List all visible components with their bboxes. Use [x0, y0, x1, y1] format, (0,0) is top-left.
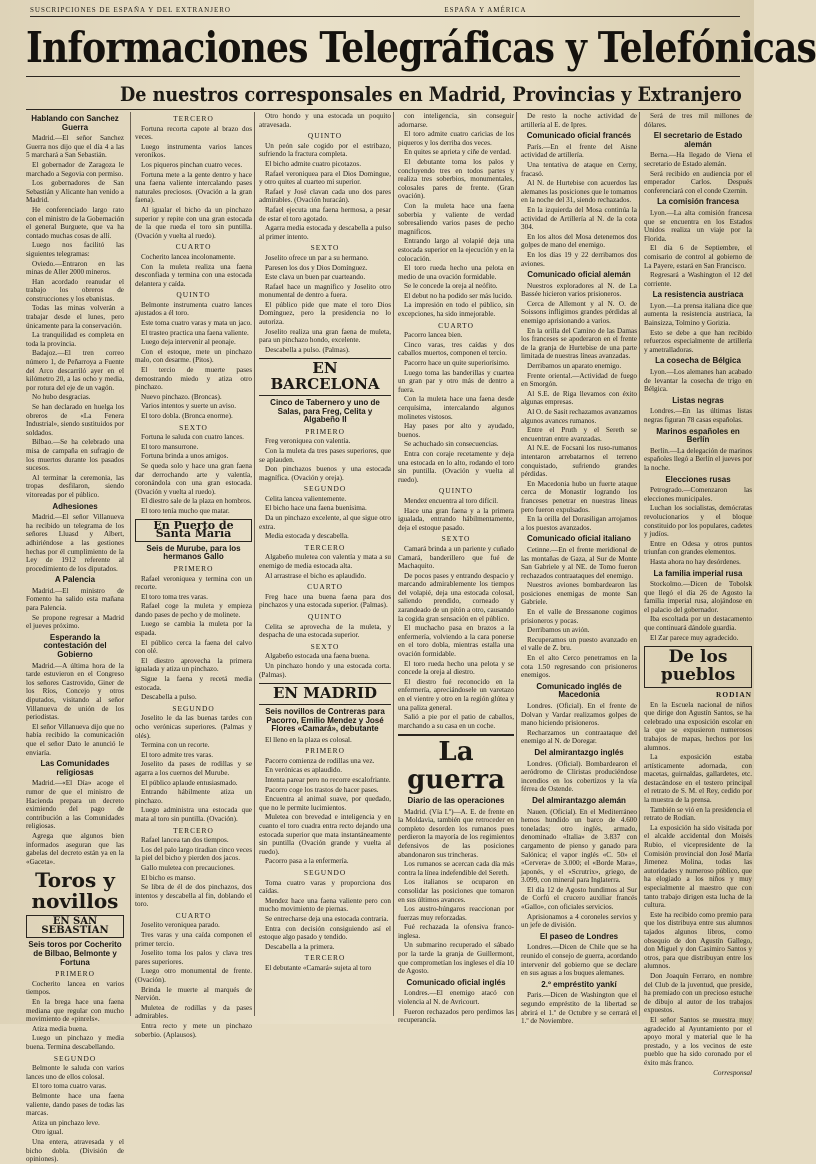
paragraph: Se entrecharse deja una estocada contraria. [265, 914, 389, 923]
paragraph: Recharzamos un contraataque del enemigo al N. de Doregar. [521, 728, 637, 746]
paragraph: Petrogrado.—Comenzaron las elecciones municipales. [644, 486, 752, 503]
top-bar-center: ESPAÑA Y AMÉRICA [444, 6, 527, 14]
paragraph: El diestro sale de la plaza en hombros. [141, 497, 252, 506]
paragraph: Al S.E. de Riga llevamos con éxito algunas empresas. [521, 389, 637, 407]
paragraph: Madrid.—A última hora de la tarde estuvieron en el Congreso los señores Castrovido, Giner de los Ríos, Concejo y otros diputados, visitando al señor Villanueva de unión de los periodistas. [26, 661, 124, 722]
article-heading: Seis toros por Cocherito de Bilbao, Belmonte y Fortuna [28, 940, 122, 967]
subheading: CUARTO [175, 910, 212, 920]
paragraph: Intenta parear pero no recorre escalofriante. [265, 776, 391, 785]
paragraph: El toro toma tres varas. [141, 592, 208, 601]
paragraph: El diestro fué reconocido en la enfermería, apreciándosele un varetazo en el vientre y otro en la región glútea y una paliza general. [398, 677, 514, 712]
paragraph: Se propone regresar a Madrid el jueves próximo. [26, 613, 124, 631]
paragraph: Joselito toma los palos y clava tres pares superiores. [135, 949, 252, 966]
paragraph: Mendez hace una faena valiente pero con mucho movimiento de piernas. [259, 896, 391, 914]
subheading: PRIMERO [305, 426, 345, 436]
paragraph: Un pinchazo hondo y una estocada corta. (Palmas). [259, 661, 391, 679]
paragraph: El público cerca la faena del calvo con olé. [135, 638, 252, 656]
paragraph: Con la muleta hace una faena desde cerquísima, intercalando algunos molinetes vistosos. [398, 395, 514, 421]
paragraph: Entra con coraje recetamente y deja una estocada en lo alto, rodando el toro sin puntilla. (Ovación y vuelta al ruedo). [398, 449, 514, 484]
paragraph: Otro igual. [32, 1128, 64, 1137]
paragraph: El debutante toma los palos y concluyendo tres en todos partes y realiza tres soberbios, monumentales, colosales pares de frente. (Gran ovación). [398, 157, 514, 201]
paragraph: Pacorro pasa a la enfermería. [265, 857, 349, 866]
column-4 [393, 112, 518, 1025]
paragraph: Rafael y José clavan cada uno dos pares admirables. (Ovación huracán). [259, 187, 391, 205]
paragraph: Rafael veroniquea para el Dios Domingue, y otro quites al cuarteo mi superior. [259, 169, 391, 187]
paragraph: Derribamos un avión. [527, 626, 590, 635]
paragraph: Madrid. (Vía I.º)—A. E. de frente en la Moldavia, también que retroceder en completo desorden los rumanos pues perdieron la mayoría de los regimientos defensivos de las posiciones abandonaron sus trincheras. [398, 807, 514, 859]
page-subtitle: De nuestros corresponsales en Madrid, Provincias y Extranjero [120, 82, 742, 106]
paragraph: Media estocada y descabella. [265, 532, 349, 541]
paragraph: Pacorro hace un quite superiorísimo. [404, 359, 510, 368]
article-heading: Seis de Murube, para los hermanos Gallo [146, 543, 241, 562]
paragraph: Todas las minas volverán a trabajar desde el lunes, pero únicamente para la conservación. [26, 304, 124, 330]
page-title: Informaciones Telegráficas y Telefónicas [26, 23, 816, 72]
paragraph: Freg veroniquea con valentía. [265, 437, 351, 446]
paragraph: Algabeño muletea con valentía y mata a su enemigo de media estocada alta. [259, 553, 391, 571]
paragraph: Nuestros aviones bombardearon las posiciones enemigas de monte San Gabriele. [521, 581, 637, 607]
paragraph: Al N. de Hurtebise con acuerdos las alemanes las posiciones que le tomamos en la noche del 31, siendo rechazados. [521, 179, 637, 205]
paragraph: Rafael veroniquea y termina con un recorte. [135, 574, 252, 592]
column-3 [254, 112, 395, 1016]
article-heading: Diario de las operaciones [407, 795, 505, 805]
paragraph: He conferenciado largo rato con el ministro de la Gobernación el general Burguete, que va ha contado muchas cosas de allí. [26, 205, 124, 240]
title-rule [26, 76, 740, 77]
subheading: QUINTO [307, 612, 343, 621]
paragraph: Joselito ofrece un par a su hermano. [265, 253, 369, 262]
paragraph: El lleno en la plaza es colosal. [265, 735, 352, 744]
article-heading: Marinos españoles en Berlín [656, 426, 740, 445]
paragraph: Berlín.—La delegación de marinos españoles llegó a Berlín el jueves por la noche. [644, 446, 752, 472]
paragraph: Descabella a la primera. [265, 942, 335, 951]
paragraph: El público pide que mate el toro Dios Domínguez, pero la presidencia no lo autoriza. [259, 300, 391, 327]
paragraph: Luchan los socialistas, demócratas revolucionarios y el bloque constituido por los populares, cadetes y judíos. [644, 504, 752, 539]
paragraph: Con la muleta da tres pases superiores, que se aplauden. [259, 446, 391, 464]
paragraph: Una tentativa de ataque en Cerny, fracasó. [521, 160, 637, 178]
article-heading: La comisión francesa [657, 197, 739, 207]
section-heading-madrid: EN MADRID [259, 683, 391, 705]
paragraph: Luego instrumenta varios lances veroníkos. [135, 142, 252, 160]
paragraph: En Macedonia hubo un fuerte ataque cerca de Monastir logrando los franceses penetrar en nuestras líneas pero fueron expulsados. [521, 479, 637, 514]
paragraph: El día 12 de Agosto hundimos al Sur de Corfú el crucero auxiliar francés «Gallo», con oficiales servicios. [521, 885, 637, 912]
article-heading: La familia imperial rusa [653, 568, 743, 578]
paragraph: Esto se debe a que han recibido refuerzos especialmente de artillería y ametralladoras. [644, 328, 752, 354]
paragraph: El señor Villanueva dijo que no había recibido la comunicación que el señor Dato le anunció le enviaría. [26, 722, 124, 757]
paragraph: Al igualar el bicho da un pinchazo superior y repite con una gran estocada de la que rueda el toro sin puntilla. (Ovación y vuelta al ruedo). [135, 205, 252, 240]
paragraph: La exposición estaba artísticamente adornada, con macetas, guirnaldas, gallardetes, etc. destacándose en el testero principal el retrato de S. M. el Rey, cedido por la muestra de la prensa. [644, 753, 752, 805]
paragraph: El gobernador de Zaragoza le marchado a Segovia con permiso. [26, 160, 124, 178]
paragraph: Celita lancea valientemente. [265, 494, 347, 503]
article-heading: Cinco de Tabernero y uno de Salas, para Freg, Celita y Algabeño II [270, 397, 380, 425]
paragraph: El toro rueda hecho una pelota y se concede la oreja al diestro. [398, 659, 514, 677]
paragraph: Fortuna brinda a unos amigos. [141, 452, 229, 461]
paragraph: Berna.—Ha llegado de Viena el secretario de Estado alemán. [644, 151, 752, 168]
article-heading: Comunicado oficial francés [526, 131, 632, 141]
paragraph: Sigue la faena y recetá media estocada. [135, 675, 252, 692]
paragraph: Al N.E. de Focsani los ruso-rumanos intentaron arrebatarnos el terreno conquistado, sufriendo grandes pérdidas. [521, 444, 637, 479]
boxed-heading: EN SAN SEBASTIAN [26, 915, 124, 938]
paragraph: Badajoz.—El tren correo número 1, de Peñarroya a Fuente del Arco descarriló ayer en el kilómetro 20, a las ocho y media, por rotura del eje de un vagón. [26, 349, 124, 392]
subheading: CUARTO [438, 320, 474, 330]
paragraph: Tres varas y una caída componen el primer tercio. [135, 931, 252, 948]
paragraph: Salió a pie por el patio de caballos, marchando a su casa en un coche. [398, 713, 514, 730]
paragraph: Se libra de él de dos pinchazos, dos intentos y descabella al fin, doblando el toro. [135, 883, 252, 909]
paragraph: Nauen. (Oficial). En el Mediterráneo hemos hundido un barco de 4.600 toneladas; otro inglés, armado, denominado «Italia» de 3.837 con cargamento de pienso y ganado para Salónica; el vapor inglés «C. 50» el «Cervera» de 3.000; el «Borde Mara», japonés, y el «Scrutrix», griego, de 3.099, con mineral para Inglaterra. [521, 807, 637, 885]
paragraph: Cinco varas, tres caídas y dos caballos muertos, componen el tercio. [398, 340, 514, 358]
paragraph: Brinda le muerte al marqués de Nervión. [135, 985, 252, 1003]
paragraph: Agrega que algunos bien informados aseguran que las gabelas del decreto están ya en la «Gaceta». [26, 831, 124, 866]
paragraph: Toma cuatro varas y proporciona dos caídas. [259, 878, 391, 896]
paragraph: El toro admite cuatro caricias de los piqueros y los derriba dos veces. [398, 130, 514, 147]
column-5 [516, 112, 641, 1026]
subheading: PRIMERO [305, 746, 345, 756]
paragraph: Entre el Pruth y el Sereth se encuentran entre avanzadas. [521, 426, 637, 443]
paragraph: Muletea de rodillas y da pases admirables. [135, 1003, 252, 1021]
subheading: TERCERO [304, 542, 346, 552]
article-heading: Seis novillos de Contreras para Pacorro, Emilio Mendez y José Flores «Camará», debutante [265, 706, 385, 734]
paragraph: Mendez encuentra al toro difícil. [404, 496, 498, 505]
paragraph: El toro rueda hecho una pelota en medio de una ovación formidable. [398, 264, 514, 281]
paragraph: La exposición ha sido visitada por el alcalde accidental don Moisés Rubio, el vicepresidente de la Comisión provincial don José María Jimenez Molina, todas las autoridades y numeroso público, que ha elogiado a los niños y muy especialmente al maestro que con tanto trabajo dirigen esta lucha de la cultura. [644, 823, 752, 910]
paragraph: Belmonte hace una faena valiente, dando pases de todas las marcas. [26, 1091, 124, 1118]
paragraph: Londres.—En las últimas listas negras figuran 78 casas españolas. [644, 407, 752, 424]
paragraph: También se vió en la presidencia el retrato de Rodían. [644, 805, 752, 823]
paragraph: Descabella a pulso. [141, 693, 197, 702]
paragraph: Lyon.—La alta comisión francesa que se encuentra en los Estados Unidos realiza un viaje por la Florida. [644, 208, 752, 243]
paragraph: Pacorro coge los trastos de hacer pases. [265, 785, 379, 794]
paragraph: Gallo muletea con precauciones. [141, 863, 235, 872]
paragraph: París.—En el frente del Aisne actividad de artillería. [521, 142, 637, 160]
paragraph: Varios intentos y suerte un aviso. [141, 402, 237, 411]
paragraph: Iba escoltada por un destacamento que continuará dándole guardia. [644, 615, 752, 633]
paragraph: No hubo desgracias. [32, 393, 91, 402]
paragraph: Pacorro comienza de rodillas una vez. [265, 756, 375, 765]
paragraph: Londres. (Oficial). En el frente de Dolvan y Vardar realizamos golpes de mano hiciendo prisioneros. [521, 702, 637, 728]
paragraph: El señor Santos se muestra muy agradecido al Ayuntamiento por el apoyo moral y material que le ha prestado, y a los vecinos de este pueblo que ha sido coronado por el éxito más franco. [644, 1015, 752, 1067]
paragraph: Joselito le da las buenas tardes con ocho verónicas superiores. (Palmas y olés). [135, 714, 252, 740]
paragraph: Madrid.—El señor Sanchez Guerra nos dijo que el día 4 a las 5 marchará a San Sebastián. [26, 134, 124, 160]
subheading: SEXTO [310, 641, 340, 651]
paragraph: Se han declarado en huelga los obreros de «La Fenera Industrial», siendo sustituidos por soldados. [26, 403, 124, 437]
article-heading: La resistencia austriaca [652, 290, 744, 300]
paragraph: En la Escuela nacional de niños que dirige don Agustín Santos, se ha celebrado una exposición escolar en la que se expusieron numerosos trabajos de mapas, hechos por los alumnos. [644, 700, 752, 752]
paragraph: Fortuna recorta capote al brazo dos veces. [135, 124, 252, 142]
paragraph: El bicho admite cuatro picotazos. [265, 159, 361, 168]
paragraph: Da un pinchazo excelente, al que sigue otro extra. [259, 514, 391, 531]
paragraph: Entra con decisión consiguiendo así el estoque algo pasado y tendido. [259, 924, 391, 942]
subheading: TERCERO [173, 114, 214, 123]
paragraph: Muletea con brevedad e inteligencia y en cuanto el toro cuadra entra recto dejando una estocada superior que mata instantáneamente sin puntilla (Ovación grande y vuelta al ruedo). [259, 813, 391, 856]
paragraph: Don pinchazos buenos y una estocada magnífica. (Ovación y oreja). [259, 465, 391, 482]
paragraph: Luego toma las banderillas y cuartea un gran par y otro más de dentro a fuera. [398, 368, 514, 394]
paragraph: Han acordado reanudar el trabajo los obreros de construcciones y los ebanistas. [26, 277, 124, 303]
paragraph: Los del palo largo tiradian cinco veces la piel del bicho y pierden dos jacos. [135, 845, 252, 863]
paragraph: Luego deja intervenir al peonaje. [141, 338, 236, 347]
paragraph: Al O. de Sasit rechazamos avanzamos algunos avances rumanos. [521, 408, 637, 425]
paragraph: Nuestros exploradores al N. de La Bassée hicieron varios prisioneros. [521, 281, 637, 299]
paragraph: El toro mansurrone. [141, 442, 199, 451]
paragraph: Madrid.—El ministro de Fomento ha salido esta mañana para Palencia. [26, 586, 124, 613]
subheading: CUARTO [307, 582, 343, 592]
correspondent-signature: Corresponsal [713, 1069, 752, 1078]
article-heading: Comunicado oficial italiano [526, 534, 631, 544]
paragraph: Luego administra una estocada que mata al toro sin puntilla. (Ovación). [135, 806, 252, 823]
article-heading: El paseo de Londres [539, 931, 619, 941]
paragraph: Los gobernadores de San Sebastián y Alicante han venido a Madrid. [26, 179, 124, 205]
subheading: SEGUNDO [172, 703, 215, 713]
article-heading: Hablando con Sanchez Guerra [31, 114, 119, 132]
article-heading: Esperando la contestación del Gobierno [43, 632, 107, 660]
paragraph: Hace una gran faena y a la primera igualada, entrando hábilmentamente, deja el estoque pasado. [398, 506, 514, 532]
paragraph: Al terminar la ceremonia, las tropas desfilaron, siendo vitoreadas por el público. [26, 473, 124, 499]
paragraph: Termina con un recorte. [141, 741, 210, 750]
top-bar-left: SUSCRIPCIONES DE ESPAÑA Y DEL EXTRANJERO [30, 6, 231, 14]
paragraph: Rafael coge la muleta y empieza dando pases de pecho y de molinete. [135, 602, 252, 619]
paragraph: Hay pases por alto y ayudado, buenos. [398, 422, 514, 439]
paragraph: Cocherito lancea incolonamente. [141, 252, 236, 261]
paragraph: El toro admite tres varas. [141, 750, 214, 759]
subheading: TERCERO [304, 953, 346, 963]
paragraph: Se le concede la oreja al neófito. [404, 282, 498, 291]
top-bar [30, 4, 740, 17]
paragraph: El bicho es manso. [141, 873, 196, 882]
subheading: SEGUNDO [303, 484, 347, 494]
paragraph: El tercio de muerte pases demostrando miedo y atiza otro pinchazo. [135, 366, 252, 392]
article-heading: Elecciones rusas [665, 474, 731, 484]
subheading: SEGUNDO [53, 1053, 97, 1063]
paragraph: Lyon.—La prensa italiana dice que aumenta la resistencia austriaca, la Bainsizza, Tolmino y Gorizia. [644, 301, 752, 328]
paragraph: Luego otro monumental de frente. (Ovación). [135, 967, 252, 985]
paragraph: Rafael lancea tan dos tiempos. [141, 836, 229, 845]
paragraph: La tranquilidad es completa en toda la provincia. [26, 331, 124, 348]
paragraph: Con la muleta realiza una faena desconfiada y termina con una estocada delantera y caída. [135, 262, 252, 288]
paragraph: Belmonte instrumenta cuatro lances ajustados a él toro. [135, 300, 252, 318]
article-heading: Comunicado oficial inglés [406, 977, 506, 987]
paragraph: Los austro-húngaros reaccionan por fuerzas muy reforzadas. [398, 905, 514, 922]
subheading: PRIMERO [173, 563, 214, 573]
paragraph: Londres.—El enemigo atacó con violencia al N. de Avricourt. [398, 989, 514, 1007]
subheading: SEXTO [310, 243, 340, 253]
paragraph: Frente oriental.—Actividad de fuego en Smorgón. [521, 371, 637, 389]
paragraph: Atiza media buena. [32, 1024, 88, 1033]
paragraph: Los piqueros pinchan cuatro veces. [141, 160, 243, 169]
paragraph: Joselito veroniquea parado. [141, 921, 220, 930]
paragraph: Pacorro lancea bien. [404, 331, 463, 340]
paragraph: Cerca de Allemont y al N. O. de Soissons infligimos grandes pérdidas al enemigo aprisionando a varios. [521, 299, 637, 326]
paragraph: Derribamos un aparato enemigo. [527, 362, 622, 371]
paragraph: Celita se aprovecha de la muleta, y despacha de una estocada superior. [259, 622, 391, 640]
paragraph: Recuperamos un puesto avanzado en el valle de Z. bru. [521, 635, 637, 653]
paragraph: Se achuchado sin consecuencias. [404, 440, 499, 449]
column-1 [26, 112, 128, 1164]
paragraph: Con la muleta hace una faena soberbia y valiente de verdad sobresaliendo varios pases de pecho magnificos. [398, 201, 514, 236]
subheading: PRIMERO [55, 969, 95, 979]
paragraph: Entrando hábilmente atiza un pinchazo. [135, 788, 252, 805]
paragraph: Una entera, atravesada y el bicho dobla. (División de opiniones). [26, 1137, 124, 1164]
paragraph: Joselito realiza una gran faena de muleta, para un pinchazo hondo, excelente. [259, 327, 391, 345]
paragraph: Agarra media estocada y descabella a pulso al primer intento. [259, 224, 391, 241]
paragraph: Londres.—Dicen de Chile que se ha reunido el consejo de guerra, acordando intervenir del gobierno que se declare en sus aguas a los buques alemanes. [521, 943, 637, 978]
paragraph: Rafael hace un magnífico y Joselito otro monumental de dentro a fuera. [259, 282, 391, 300]
paragraph: Fueron rechazados pero perdimos las recuperancía. [398, 1007, 514, 1025]
paragraph: Fortuna le saluda con cuatro lances. [141, 433, 244, 442]
paragraph: Oviedo.—Entraron en las minas de Aller 2000 mineros. [26, 259, 124, 277]
paragraph: Regresará a Washington el 12 del corriente. [644, 271, 752, 288]
paragraph: Entrando largo al volapié deja una estocada superior en la ejecución y en la colocación. [398, 237, 514, 263]
paragraph: El toro dobla. (Bronca enorme). [141, 412, 233, 420]
paragraph: Un peón sale cogido por el estribazo, sufriendo la fractura completa. [259, 141, 391, 159]
paragraph: Un submarino recuperado el sábado por la tarde la granja de Guillermont, que comprometían los ingleses el día 10 de Agosto. [398, 941, 514, 976]
paragraph: Lyon.—Los alemanes han acabado de levantar la cosecha de trigo en Bélgica. [644, 368, 752, 394]
article-heading: Del almirantazgo inglés [534, 747, 624, 757]
article-heading: 2.º empréstito yankí [541, 979, 617, 989]
paragraph: Descabella a pulso. (Palmas). [265, 345, 350, 354]
paragraph: Luego se cambia la muleta por la espada. [135, 620, 252, 638]
paragraph: Será de tres mil millones de dólares. [644, 112, 752, 129]
paragraph: Luego nos facilitó las siguientes telegramas: [26, 241, 124, 258]
article-heading: El secretario de Estado alemán [653, 131, 743, 149]
paragraph: Madrid.—El señor Villanueva ha recibido un telegrama de los señores Lluasd y Albert, adhiriéndose a las gestiones hechas por él cumplimiento de la Ley de 1912 referente al procedimiento de los diputados. [26, 513, 124, 573]
paragraph: Fortuna mete a la gente dentro y hace una faena valiente intercalando pases naturales preciosos. (Ovación a la gran faena). [135, 170, 252, 205]
subheading: SEXTO [441, 534, 471, 544]
subheading: QUINTO [307, 131, 343, 141]
paragraph: Atiza un pinchazo leve. [32, 1118, 100, 1127]
paragraph: Luego un pinchazo y media buena. Termina descabellando. [26, 1034, 124, 1051]
paragraph: De resto la noche actividad de artillería al E. de Ipres. [521, 112, 637, 129]
paragraph: Entra recto y mete un pinchazo soberbio. (Aplausos). [135, 1022, 252, 1039]
paragraph: Rafael ejecuta una faena hermosa, a pesar de estar el toro agotado. [259, 205, 391, 223]
section-heading-guerra: La guerra [398, 734, 514, 794]
subheading: SEGUNDO [303, 868, 347, 877]
paragraph: Los italianos se ocuparon en consolidar las posiciones que tomaron en sus últimos avances. [398, 878, 514, 904]
paragraph: En el valle de Bressanone cogimos prisioneros y pocas. [521, 608, 637, 625]
paragraph: El muchacho pasa en brazos a la enfermería, volviendo a la cara ponerse en el toro dobla, mientras estalla una ovación formidable. [398, 624, 514, 659]
paragraph: con inteligencia, sin conseguir adornarse. [398, 112, 514, 129]
paragraph: Aprisionamos a 4 coroneles servios y un jefe de división. [521, 912, 637, 930]
subheading: RODIAN [716, 689, 752, 699]
subtitle-rule [26, 109, 740, 110]
column-2 [130, 112, 256, 1039]
paragraph: El toro tenía mucho que matar. [141, 506, 230, 515]
article-heading: La cosecha de Bélgica [655, 356, 741, 366]
article-heading: Adhesiones [52, 501, 98, 511]
paragraph: De pocos pases y entrando despacio y marcando admirablemente los tiempos del volapié, deja una estocada colosal, saliendo prendido, corneado y zarandeado de un pitón a otro, causando la cogida gran sensación en el público. [398, 571, 514, 623]
article-heading: Comunicado inglés de Macedonia [536, 681, 622, 700]
paragraph: El trasteo practica una faena valiente. [141, 328, 249, 337]
paragraph: Se queda solo y hace una gran faena dar derrochando arte y valentía, coronándola con una gran estocada. (Ovación y vuelta al ruedo). [135, 461, 252, 496]
subheading: QUINTO [176, 290, 211, 300]
boxed-heading: En Puerto de Santa María [135, 519, 252, 542]
paragraph: En los días 19 y 22 derribamos dos aviones. [521, 250, 637, 268]
article-heading: Las Comunidades religiosas [40, 759, 110, 777]
article-heading: Comunicado oficial alemán [527, 270, 631, 280]
paragraph: Freg hace una buena faena para dos pinchazos y una estocada superior. (Palmas). [259, 592, 391, 610]
paragraph: Cetinne.—En el frente meridional de las montañas de Gaza, al Sur de Monte San Gabriele y al NE. de Tomo fueron rechazados contraataques del enemigo. [521, 545, 637, 580]
paragraph: El bicho hace una faena buenísima. [265, 504, 367, 513]
section-heading-toros: Toros y novillos [31, 868, 119, 914]
paragraph: En verónicas es aplaudido. [265, 766, 343, 775]
paragraph: Cocherito lancea en varios tiempos. [26, 979, 124, 997]
paragraph: Hasta ahora no hay desórdenes. [650, 557, 741, 566]
subheading: TERCERO [173, 825, 214, 835]
paragraph: Bilbao.—Se ha celebrado una misa de campaña en sufragio de los muertos durante los pasados sucesos. [26, 438, 124, 473]
paragraph: En la izquierda del Mosa continúa la actividad de Artillería al N. de la cota 304. [521, 205, 637, 232]
paragraph: El Zar parece muy agradecido. [650, 633, 739, 642]
paragraph: Algabeño estocada una faena buena. [265, 652, 370, 661]
paragraph: En la orilla del Camino de las Damas los franceses se apoderaron en el frente de la granja de Hurtebise de una parte limitada de nuestras líneas avanzadas. [521, 326, 637, 361]
subheading: SEXTO [179, 422, 208, 432]
paragraph: Con el estoque, mete un pinchazo malo, con desarme. (Pitos). [135, 347, 252, 365]
section-heading-pueblos: De los pueblos [644, 646, 752, 688]
paragraph: Don Joaquín Ferraro, en nombre del Club de la juventud, que preside, ha premiado con un precioso estuche de dibujo al autor de los trabajos expuestos. [644, 971, 752, 1015]
paragraph: Este clava un buen par cuarteando. [265, 273, 366, 282]
paragraph: El público aplaude entusiasmado. [141, 778, 238, 787]
paragraph: Encuentra al animal suave, por quedado, que no le permite lucimientos. [259, 795, 391, 812]
paragraph: En la orilla del Dorasiligan arrojamos a los puestos avanzados. [521, 515, 637, 532]
paragraph: Camará brinda a un pariente y cuñado Camará, banderillero que fué de Machaquito. [398, 544, 514, 571]
paragraph: Nuevo pinchazo. (Broncas). [141, 392, 222, 401]
section-heading-barcelona: EN BARCELONA [259, 358, 391, 396]
paragraph: Los rumanos se acercan cada día más contra la línea indefendible del Sereth. [398, 860, 514, 877]
paragraph: En la brega hace una faena mediana que regular con mucho movimiento de «pinrels». [26, 998, 124, 1024]
paragraph: Joselito da pases de rodillas y se agarra a los cuernos del Murube. [135, 760, 252, 777]
paragraph: El diestro aprovecha la primera igualada y atiza un pinchazo. [135, 656, 252, 674]
paragraph: El debut no ha podido ser más lucido. [404, 291, 513, 300]
paragraph: Paris.—Dicen de Washington que el segundo empréstito de la libertad se abrirá el 1.º de Octubre y se cerrará el 1.º de Noviembre. [521, 991, 637, 1026]
paragraph: Al arrastrase el bicho es aplaudido. [265, 571, 366, 580]
paragraph: En quites se aprieta y ciñe de verdad. [404, 148, 511, 157]
paragraph: El toro toma cuatro varas. [32, 1082, 107, 1091]
article-heading: Listas negras [672, 395, 724, 405]
subheading: QUINTO [438, 486, 474, 496]
paragraph: Entre en Odesa y otros puntos triunfan con grandes elementos. [644, 539, 752, 557]
paragraph: En los altos del Mosa detenemos dos golpes de mano del enemigo. [521, 232, 637, 250]
paragraph: Belmonte le saluda con varios lances uno de ellos colosal. [26, 1064, 124, 1081]
article-heading: A Palencia [54, 575, 96, 585]
article-heading: Del almirantazgo alemán [532, 795, 626, 805]
paragraph: Stockolmo.—Dicen de Tobolsk que llegó el día 26 de Agosto la familia imperial rusa, alojándose en el palacio del gobernador. [644, 580, 752, 614]
paragraph: En el alto Cerco penetramos en la cota 1.50 regresando con prisioneros enemigos. [521, 654, 637, 680]
paragraph: Otro hondo y una estocada un poquito atravesada. [259, 112, 391, 129]
paragraph: Fué rechazada la ofensiva franco-inglesa. [398, 923, 514, 940]
paragraph: El día 6 de Septiembre, el comisario de control al gobierno de La Payere, estará en San Francisco. [644, 244, 752, 270]
paragraph: Paresen los dos y Dios Domínguez. [265, 263, 368, 272]
paragraph: Este toma cuatro varas y mata un jaco. [141, 319, 252, 328]
paragraph: Madrid.—«El Día» acoge el rumor de que el ministro de Hacienda prepara un decreto eximiendo del pago de contribución a las Comunidades religiosas. [26, 779, 124, 831]
paragraph: Londres. (Oficial). Bombardearon el aeródromo de Cliristas produciéndose incendios en los cobertizos y la vía férrea de Ostende. [521, 759, 637, 794]
subheading: CUARTO [175, 242, 212, 252]
paragraph: Será recibido en audiencia por el emperador Carlos. Después conferenciará con el conde Czernin. [644, 169, 752, 195]
column-6 [639, 112, 752, 1078]
paragraph: Este ha recibido como premio para que los distribuya entre sus alumnos tajados algunos libros, como obsequio de don Agustín Gallego, don Miguel y don Casimiro Santos y otros, para que distribuyan entre los alumnos. [644, 910, 752, 971]
paragraph: La impresión en todo el público, sin excepciones, ha sido inmejorable. [398, 301, 514, 319]
paragraph: El debutante «Camará» sujeta al toro [265, 963, 372, 972]
